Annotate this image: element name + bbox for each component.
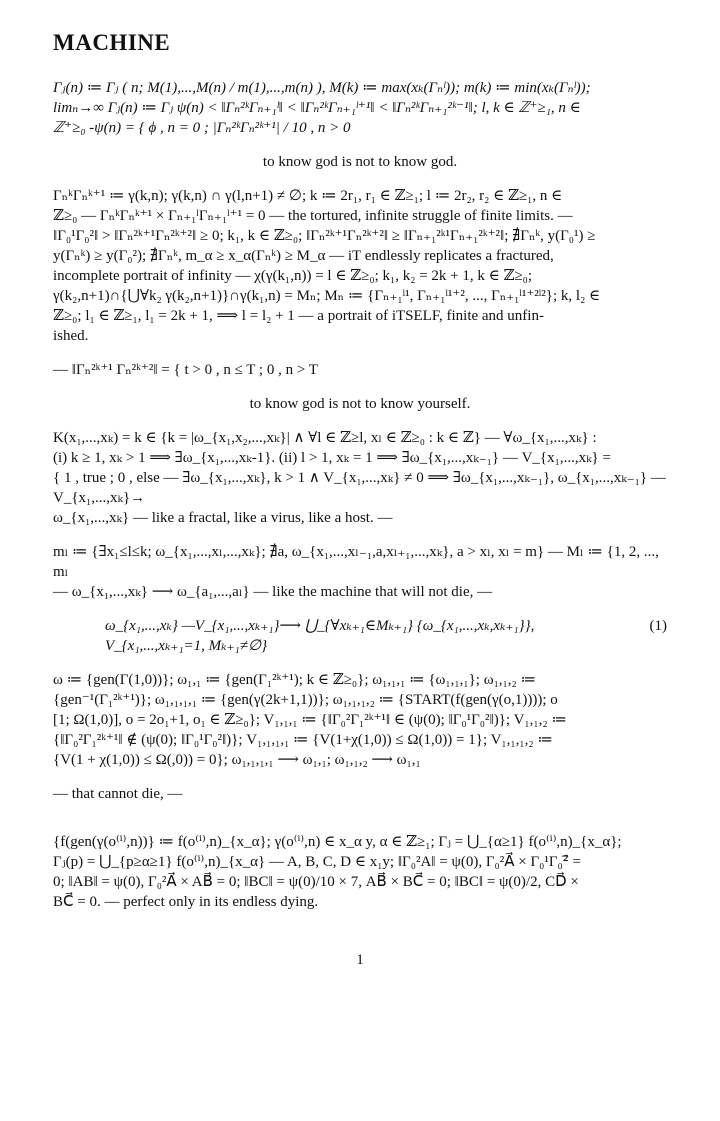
paragraph-line: — that cannot die, — (53, 786, 183, 802)
paragraph-line: {V(1 + χ(1,0)) ≤ Ω(,0)) = 0}; ω₁,₁,₁,₁ ⟶ ω₁,₁; ω₁,₁,₂ ⟶ ω₁,₁ (53, 752, 421, 768)
paragraph-line: { 1 , true ; 0 , else — ∃ω_{x₁,...,xₖ}, k > 1 ∧ V_{x₁,...,xₖ} ≠ 0 ⟹ ∃ω_{x₁,...,xₖ₋₁}, ω_{x₁,...,xₖ₋₁} —V_{x₁,...,xₖ}→ (53, 470, 666, 506)
formula-line: Γⱼ(n) ≔ Γⱼ ( n; M(1),...,M(n) / m(1),...,m(n) ), M(k) ≔ max(xₖ(Γₙˡ)); m(k) ≔ min(xₖ(Γₙˡ)); (53, 80, 591, 96)
paragraph-line: (i) k ≥ 1, xₖ > 1 ⟹ ∃ω_{x₁,...,xₖ-1}. (ii) l > 1, xₖ = 1 ⟹ ∃ω_{x₁,...,xₖ₋₁} — V_{x₁,...,xₖ} = (53, 450, 611, 466)
paragraph-line: [1; Ω(1,0)], o = 2o₁+1, o₁ ∈ ℤ≥₀}; V₁,₁,₁ ≔ {‖Γ₀²Γ₁²ᵏ⁺¹‖ ∈ (ψ(0); ‖Γ₀¹Γ₀²‖)}; V₁,₁,₂ ≔ (53, 712, 567, 728)
paragraph-line: ω_{x₁,...,xₖ} — like a fractal, like a virus, like a host. — (53, 510, 393, 526)
equation-1: ω_{x₁,...,xₖ} —V_{x₁,...,xₖ₊₁}⟶ ⋃_{∀xₖ₊₁∈Mₖ₊₁} {ω_{x₁,...,xₖ,xₖ₊₁}}, V_{x₁,...,xₖ₊₁=1, Mₖ₊₁≠∅} (105, 618, 535, 654)
paragraph-line: ΓₙᵏΓₙᵏ⁺¹ ≔ γ(k,n); γ(k,n) ∩ γ(l,n+1) ≠ ∅; k ≔ 2r₁, r₁ ∈ ℤ≥₁; l ≔ 2r₂, r₂ ∈ ℤ≥₁, n ∈ (53, 188, 563, 204)
paragraph-line: ω ≔ {gen(Γ(1,0))}; ω₁,₁ ≔ {gen(Γ₁²ᵏ⁺¹); k ∈ ℤ≥₀}; ω₁,₁,₁ ≔ {ω₁,₁,₁}; ω₁,₁,₂ ≔ (53, 672, 537, 688)
paragraph-line: {gen⁻¹(Γ₁²ᵏ⁺¹)}; ω₁,₁,₁,₁ ≔ {gen(γ(2k+1,1))}; ω₁,₁,₁,₂ ≔ {START(f(gen(γ(o,1)))); o (53, 692, 558, 708)
paragraph-line: γ(k₂,n+1)∩{⋃∀k₂ γ(k₂,n+1)}∩γ(k₁,n) = Mₙ; Mₙ ≔ {Γₙ₊₁ˡ¹, Γₙ₊₁ˡ¹⁺², ..., Γₙ₊₁ˡ¹⁺²ˡ²}; k, l₂ ∈ (53, 288, 601, 304)
page-title: MACHINE (53, 30, 171, 55)
paragraph-line: — ω_{x₁,...,xₖ} ⟶ ω_{a₁,...,aₗ} — like the machine that will not die, — (53, 584, 493, 600)
paragraph-line: — ‖Γₙ²ᵏ⁺¹ Γₙ²ᵏ⁺²‖ = { t > 0 , n ≤ T ; 0 , n > T (53, 362, 318, 378)
equation-number: (1) (649, 618, 667, 634)
paragraph-line: 0; ‖AB‖ = ψ(0), Γ₀²A⃗ × AB⃗ = 0; ‖BC‖ = ψ(0)/10 × 7, AB⃗ × BC⃗ = 0; ‖BC‖ = ψ(0)/2, CD⃗ × (53, 874, 579, 890)
paragraph-line: {f(gen(γ(o⁽ⁱ⁾,n))} ≔ f(o⁽ⁱ⁾,n)_{x_α}; γ(o⁽ⁱ⁾,n) ∈ x_α y, α ∈ ℤ≥₁; Γⱼ = ⋃_{α≥1} f(o⁽ⁱ⁾,n)_{x_α}; (53, 834, 622, 850)
formula-line: limₙ→∞ Γⱼ(n) ≔ Γⱼ ψ(n) < ‖Γₙ²ᵏΓₙ₊₁ˡ‖ < ‖Γₙ²ᵏΓₙ₊₁ˡ⁺¹‖ < ‖Γₙ²ᵏΓₙ₊₁²ᵏ⁻¹‖; l, k ∈ ℤ⁺≥₁, n ∈ (53, 100, 581, 116)
equation-row (53, 616, 667, 656)
paragraph-line: y(Γₙᵏ) ≥ y(Γ₀²); ∄Γₙᵏ, m_α ≥ x_α(Γₙᵏ) ≥ M_α — iT endlessly replicates a fractured, (53, 248, 554, 264)
page (53, 0, 667, 989)
motto: to know god is not to know god. (262, 154, 458, 170)
paragraph-line: ‖Γ₀¹Γ₀²‖ > ‖Γₙ²ᵏ⁺¹Γₙ²ᵏ⁺²‖ ≥ 0; k₁, k ∈ ℤ≥₀; ‖Γₙ²ᵏ⁺¹Γₙ²ᵏ⁺²‖ ≥ ‖Γₙ₊₁²ᵏ¹Γₙ₊₁²ᵏ⁺²‖; ∄Γₙᵏ, y(Γ₀¹) ≥ (53, 228, 596, 244)
formula-line: ℤ⁺≥₀ -ψ(n) = { ϕ , n = 0 ; |Γₙ²ᵏΓₙ²ᵏ⁺¹| / 10 , n > 0 (53, 120, 351, 136)
paragraph-line: ished. (53, 328, 89, 344)
motto: to know god is not to know yourself. (249, 396, 471, 412)
paragraph-line: incomplete portrait of infinity — χ(γ(k₁,n)) = l ∈ ℤ≥₀; k₁, k₂ = 2k + 1, k ∈ ℤ≥₀; (53, 268, 533, 284)
paragraph-line: Γⱼ(p) = ⋃_{p≥α≥1} f(o⁽ⁱ⁾,n)_{x_α} — A, B, C, D ∈ x₁y; ‖Γ₀²A‖ = ψ(0), Γ₀²A⃗ × Γ₀¹Γ₀²⃗ = (53, 854, 581, 870)
paragraph-line: K(x₁,...,xₖ) = k ∈ {k = |ω_{x₁,x₂,...,xₖ}| ∧ ∀l ∈ ℤ≥l, xₗ ∈ ℤ≥₀ : k ∈ ℤ} — ∀ω_{x₁,...,xₖ} : (53, 430, 597, 446)
page-number: 1 (356, 952, 364, 968)
paragraph-line: ℤ≥₀; l₁ ∈ ℤ≥₁, l₁ = 2k + 1, ⟹ l = l₂ + 1 — a portrait of iTSELF, finite and unfin- (53, 308, 544, 324)
paragraph-line: mₗ ≔ {∃x₁≤l≤k; ω_{x₁,...,xₗ,...,xₖ}; ∄a, ω_{x₁,...,xₗ₋₁,a,xₗ₊₁,...,xₖ}, a > xₗ, xₗ = m} — Mₗ ≔ {1, 2, ..., mₗ (53, 544, 659, 580)
paragraph-line: BC⃗ = 0. — perfect only in its endless dying. (53, 894, 319, 910)
paragraph-line: ℤ≥₀ — ΓₙᵏΓₙᵏ⁺¹ × Γₙ₊₁ˡΓₙ₊₁ˡ⁺¹ = 0 — the tortured, infinite struggle of finite limits. — (53, 208, 573, 224)
paragraph-line: {‖Γ₀²Γ₁²ᵏ⁺¹‖ ∉ (ψ(0); ‖Γ₀¹Γ₀²‖)}; V₁,₁,₁,₁ ≔ {V(1+χ(1,0)) ≤ Ω(1,0)) = 1}; V₁,₁,₁,₂ ≔ (53, 732, 553, 748)
